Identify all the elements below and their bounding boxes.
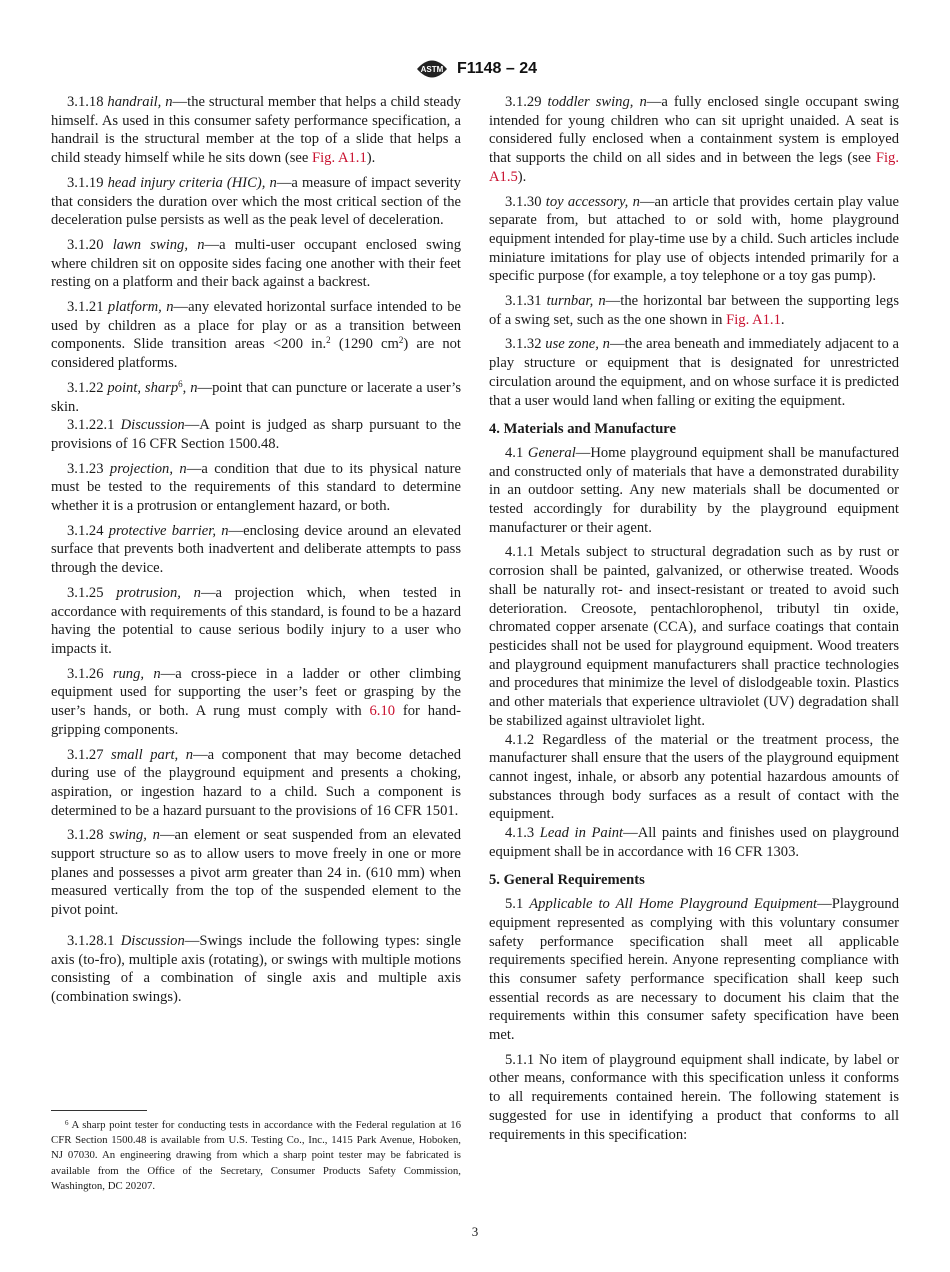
page-header <box>0 56 950 82</box>
section-3-1-30: 3.1.30 toy accessory, n—an article that provides certain play value separate from, but attached to or sold with, home playground equipment intended for play-time use by a child. Such articles include miniature imitations for play use of objects intended primarily for a specific purpose (for example, a toy telephone or a toy gas pump). <box>489 193 899 285</box>
section-3-1-22-1: 3.1.22.1 Discussion—A point is judged as sharp pursuant to the provisions of 16 CFR Section 1500.48. <box>51 417 461 452</box>
section-3-1-22: 3.1.22 point, sharp$^6$, n—point that can puncture or lacerate a user’s skin. <box>51 378 462 415</box>
heading-section-4: 4. Materials and Manufacture <box>489 421 676 438</box>
section-3-1-24: 3.1.24 protective barrier, n—enclosing device around an elevated surface that prevents both inadvertent and deliberate attempts to pass through the device. <box>51 522 461 577</box>
section-3-1-32: 3.1.32 use zone, n—the area beneath and immediately adjacent to a play structure or equipment that is designated for unrestricted circulation around the equipment, and on whose surface it is predicted that a user would land when falling or exiting the equipment. <box>489 336 899 409</box>
figure-link[interactable]: Fig. A1.1 <box>726 311 781 328</box>
section-3-1-19: 3.1.19 head injury criteria (HIC), n—a measure of impact severity that considers the duration over which the most critical section of the deceleration pulse persists as well as the peak level of deceleration. <box>51 174 461 229</box>
left-column <box>51 93 461 1013</box>
section-3-1-18: 3.1.18 handrail, n—the structural member that helps a child steady himself. As used in this consumer safety performance specification, a handrail is the structural member at the top of a slide that helps a child steady himself while he sits down (see Fig. A1.1). <box>51 94 461 167</box>
standard-designation: F1148 – 24 <box>456 60 538 77</box>
section-5-1: 5.1 Applicable to All Home Playground Equipment—Playground equipment represented as complying with this voluntary consumer safety performance specification shall meet all applicable requirements specified herein. Anyone representing compliance with this consumer safety performance specification shall keep such essential records as are necessary to document his claim that the requirements within this consumer safety specification have been met. <box>489 896 899 1044</box>
footnote-ref[interactable]: 6 <box>178 378 183 389</box>
figure-link[interactable]: Fig. A1.1 <box>312 150 367 167</box>
footnote-divider <box>51 1110 147 1111</box>
figure-link[interactable]: Fig. A1.5 <box>489 150 899 185</box>
section-3-1-23: 3.1.23 projection, n—a condition that due to its physical nature must be tested to the requirements of this standard to determine whether it is a protrusion or entanglement hazard, or both. <box>51 460 461 515</box>
section-3-1-29: 3.1.29 toddler swing, n—a fully enclosed single occupant swing intended for young children who can sit upright unaided. A seat is considered fully enclosed when a containment system is employed that supports the child on all sides and in between the legs (see Fig. A1.5). <box>489 94 899 185</box>
section-link[interactable]: 6.10 <box>369 703 396 720</box>
section-3-1-21: 3.1.21 platform, n—any elevated horizontal surface intended to be used by children as a place for play or as a transition between components. Slide transition areas <200 in.$^2$ (1290 $cm^2$) are not considered platforms. <box>51 299 461 372</box>
section-4-1: 4.1 General—Home playground equipment shall be manufactured and constructed only of materials that have a demonstrated durability in an outdoor setting. Any new materials shall be documented or tested accordingly for durability by the playground equipment manufacturer or their agent. <box>489 444 899 536</box>
section-4-1-2: 4.1.2 Regardless of the material or the treatment process, the manufacturer shall ensure that the users of the playground equipment cannot ingest, inhale, or absorb any potential hazardous amounts of substances through body surfaces as a result of contact with the equipment. <box>489 731 899 823</box>
section-3-1-31: 3.1.31 turnbar, n—the horizontal bar between the supporting legs of a swing set, such as the one shown in Fig. A1.1. <box>489 293 900 328</box>
section-4-1-1: 4.1.1 Metals subject to structural degradation such as by rust or corrosion shall be painted, galvanized, or otherwise treated. Woods shall be naturally rot- and insect-resistant or treated to avoid such deterioration. Creosote, pentachlorophenol, tributyl tin oxide, chromated copper arsenate (CCA), and surface coatings that contain pesticides shall not be used for playground equipment. Wood treaters and playground equipment manufacturers shall practice technologies and procedures that minimize the level of dislodgeable toxin. Plastics and other materials that experience ultraviolet (UV) degradation shall be stabilized against ultraviolet light. <box>489 544 899 729</box>
section-3-1-27: 3.1.27 small part, n—a component that may become detached during use of the playground equipment and presents a choking, aspiration, or ingestion hazard to a child. Such a component is determined to be a hazard pursuant to the provisions of 16 CFR 1501. <box>51 746 461 819</box>
section-3-1-28-1: 3.1.28.1 Discussion—Swings include the following types: single axis (to-fro), multiple axis (rotating), or swings with multiple motions consisting of a combination of single axis and multiple axis (combination swings). <box>51 932 461 1005</box>
astm-logo-icon <box>413 56 451 82</box>
heading-section-5: 5. General Requirements <box>489 872 645 889</box>
section-3-1-28: 3.1.28 swing, n—an element or seat suspended from an elevated support structure so as to allow users to move freely in one or more planes and possesses a pivot arm greater than 24 in. (610 mm) when measured vertically from the top of the suspended element to the pivot point. <box>51 827 461 919</box>
section-3-1-25: 3.1.25 protrusion, n—a projection which, when tested in accordance with requirements of this standard, is found to be a hazard having the potential to cause serious bodily injury to a user who impacts it. <box>51 584 461 657</box>
section-4-1-3: 4.1.3 Lead in Paint—All paints and finishes used on playground equipment shall be in accordance with 16 CFR 1303. <box>489 825 899 860</box>
svg-text:ASTM: ASTM <box>420 65 444 74</box>
right-column <box>489 93 899 1144</box>
footnote-6: $^6$ A sharp point tester for conducting tests in accordance with the Federal regulation at 16 CFR Section 1500.48 is available from U.S. Testing Co., Inc., 1415 Park Avenue, Hoboken, NJ 07030. An engineering drawing from which a sharp point tester may be fabricated is available from the Office of the Secretary, Consumer Products Safety Commission, Washington, DC 20207. <box>51 1119 461 1192</box>
page-number: 3 <box>471 1224 479 1239</box>
section-3-1-20: 3.1.20 lawn swing, n—a multi-user occupant enclosed swing where children sit on opposite sides facing one another with their feet resting on a platform and their back against a backrest. <box>51 236 462 291</box>
section-5-1-1: 5.1.1 No item of playground equipment shall indicate, by label or other means, conformance with this specification unless it conforms to all requirements contained herein. The following statement is suggested for use in identifying a product that conforms to all requirements in this specification: <box>489 1051 899 1143</box>
section-3-1-26: 3.1.26 rung, n—a cross-piece in a ladder or other climbing equipment used for supporting the user’s feet or grasping by the user’s hands, or both. A rung must comply with 6.10 for hand-gripping components. <box>51 665 461 738</box>
